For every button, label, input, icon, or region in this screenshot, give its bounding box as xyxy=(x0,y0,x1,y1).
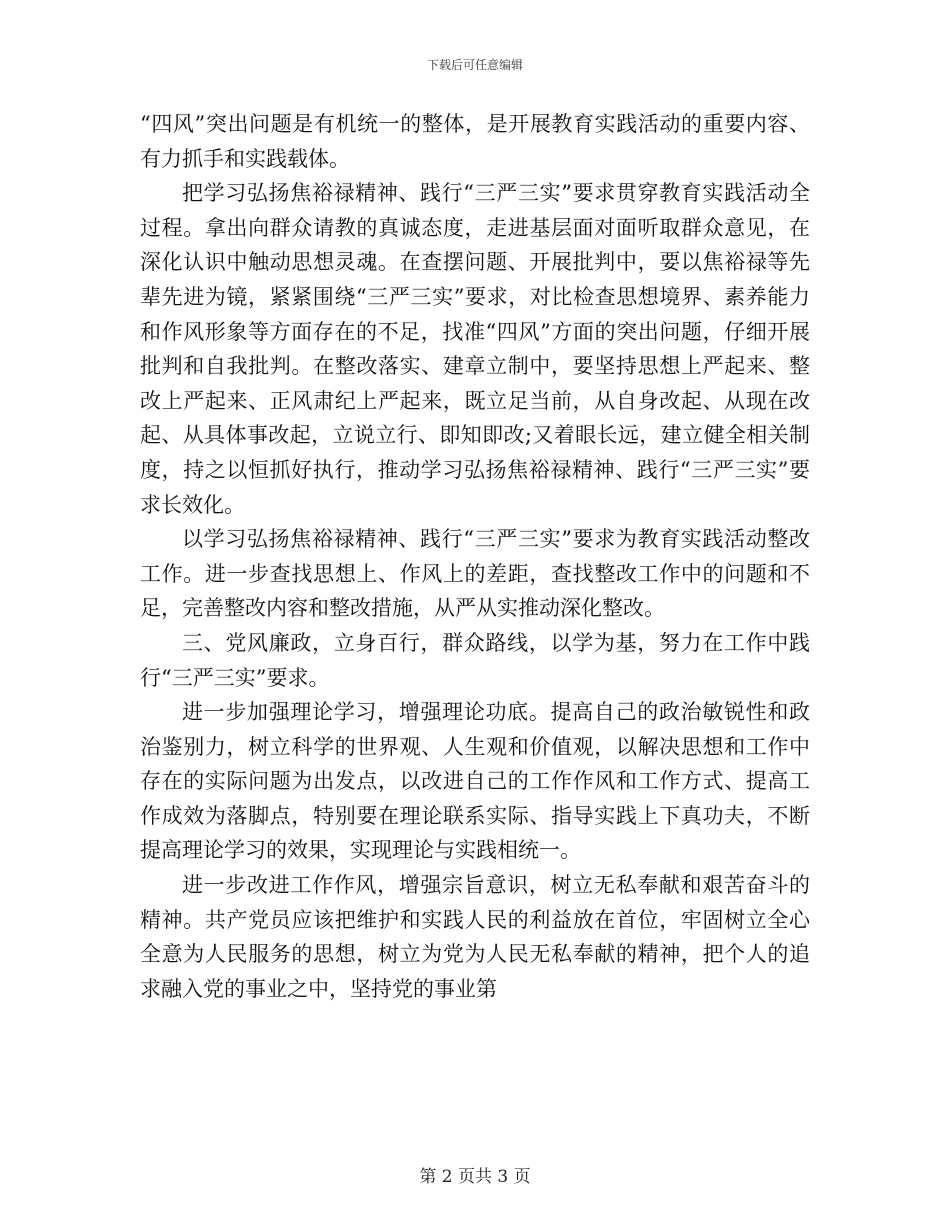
document-body xyxy=(140,107,810,1006)
header-note: 下载后可任意编辑 xyxy=(426,58,523,72)
paragraph: 以学习弘扬焦裕禄精神、践行“三严三实”要求为教育实践活动整改工作。进一步查找思想上、作风上的差距，查找整改工作中的问题和不足，完善整改内容和整改措施，从严从实推动深化整改。 xyxy=(140,527,810,621)
section-heading-paragraph: 三、党风廉政，立身百行，群众路线，以学为基，努力在工作中践行“三严三实”要求。 xyxy=(140,630,810,690)
paragraph: 把学习弘扬焦裕禄精神、践行“三严三实”要求贯穿教育实践活动全过程。拿出向群众请教的真诚态度，走进基层面对面听取群众意见，在深化认识中触动思想灵魂。在查摆问题、开展批判中，要以焦裕禄等先辈先进为镜，紧紧围绕“三严三实”要求，对比检查思想境界、素养能力和作风形象等方面存在的不足，找准“四风”方面的突出问题，仔细开展批判和自我批判。在整改落实、建章立制中，要坚持思想上严起来、整改上严起来、正风肃纪上严起来，既立足当前，从自身改起、从现在改起、从具体事改起，立说立行、即知即改;又着眼长远，建立健全相关制度，持之以恒抓好执行，推动学习弘扬焦裕禄精神、践行“三严三实”要求长效化。 xyxy=(140,181,810,517)
paragraph: 进一步加强理论学习，增强理论功底。提高自己的政治敏锐性和政治鉴别力，树立科学的世界观、人生观和价值观，以解决思想和工作中存在的实际问题为出发点，以改进自己的工作作风和工作方式、提高工作成效为落脚点，特别要在理论联系实际、指导实践上下真功夫，不断提高理论学习的效果，实现理论与实践相统一。 xyxy=(140,700,810,863)
paragraph-continuation: “四风”突出问题是有机统一的整体，是开展教育实践活动的重要内容、有力抓手和实践载体。 xyxy=(140,112,810,171)
paragraph: 进一步改进工作作风，增强宗旨意识，树立无私奉献和艰苦奋斗的精神。共产党员应该把维护和实践人民的利益放在首位，牢固树立全心全意为人民服务的思想，树立为党为人民无私奉献的精神，把个人的追求融入党的事业之中，坚持党的事业第 xyxy=(140,873,810,1001)
page-number-footer: 第 2 页共 3 页 xyxy=(419,1167,531,1187)
